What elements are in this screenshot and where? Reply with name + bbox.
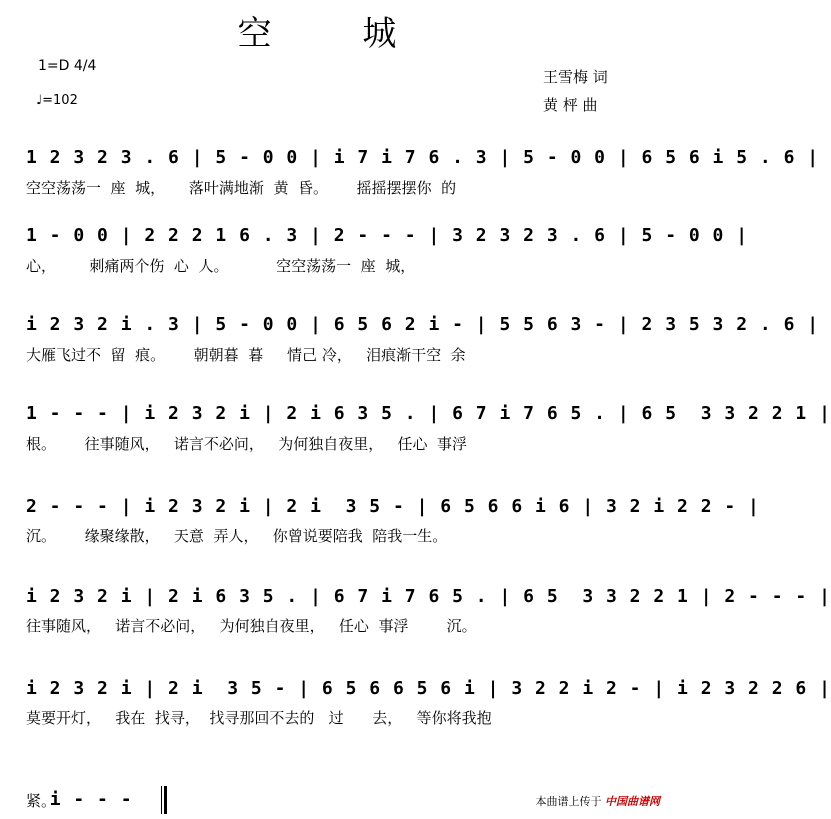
final-notes: i - - - [49,789,133,810]
score-line-8 [26,762,226,810]
lyrics-line-5: 沉。 缘聚缘散， 天意 弄人， 你曾说要陪我 陪我一生。 [26,527,448,545]
lyrics-line-8: 紧。 [26,792,57,810]
score-line-5: 2 - - - | i 2 3 2 i | 2 i 3 5 - | 6 5 6 6 i 6 | 3 2 i 2 2 - | [26,496,760,517]
credits [543,63,608,119]
lyrics-line-1: 空空荡荡一 座 城， 落叶满地渐 黄 昏。 摇摇摆摆你 的 [26,179,457,197]
composer-credit: 黄 枰 曲 [543,96,598,114]
lyrics-line-4: 根。 往事随风， 诺言不必问， 为何独自夜里， 任心 事浮 [26,435,468,453]
score-line-7: i 2 3 2 i | 2 i 3 5 - | 6 5 6 6 5 6 i | 3 2 2 i 2 - | i 2 3 2 2 6 | [26,678,831,699]
score-line-4: 1 - - - | i 2 3 2 i | 2 i 6 3 5 . | 6 7 i 7 6 5 . | 6 5 3 3 2 2 1 | [26,403,831,424]
score-line-3: i 2 3 2 i . 3 | 5 - 0 0 | 6 5 6 2 i - | 5 5 6 3 - | 2 3 5 3 2 . 6 | [26,314,820,335]
score-line-2: 1 - 0 0 | 2 2 2 1 6 . 3 | 2 - - - | 3 2 3 2 3 . 6 | 5 - 0 0 | [26,225,749,246]
tempo-marking: ♩=102 [36,93,78,108]
page-title: 空 城 [237,14,437,54]
lyrics-line-3: 大雁飞过不 留 痕。 朝朝暮 暮 情己 冷， 泪痕渐干空 余 [26,346,466,364]
lyrics-line-2: 心， 刺痛两个伤 心 人。 空空荡荡一 座 城， [26,257,416,275]
site-brand: 中国曲谱网 [605,795,660,808]
lyrics-line-7: 莫要开灯， 我在 找寻， 找寻那回不去的 过 去， 等你将我抱 [26,709,492,727]
key-signature: 1=D 4/4 [38,58,97,74]
score-line-6: i 2 3 2 i | 2 i 6 3 5 . | 6 7 i 7 6 5 . | 6 5 3 3 2 2 1 | 2 - - - | [26,586,831,607]
lyrics-line-6: 往事随风， 诺言不必问， 为何独自夜里， 任心 事浮 沉。 [26,617,477,635]
source-prefix: 本曲谱上传于 [535,795,602,808]
lyricist-credit: 王雪梅 词 [543,68,608,86]
source-watermark [536,793,661,809]
score-line-1: 1 2 3 2 3 . 6 | 5 - 0 0 | i 7 i 7 6 . 3 | 5 - 0 0 | 6 5 6 i 5 . 6 | [26,147,820,168]
